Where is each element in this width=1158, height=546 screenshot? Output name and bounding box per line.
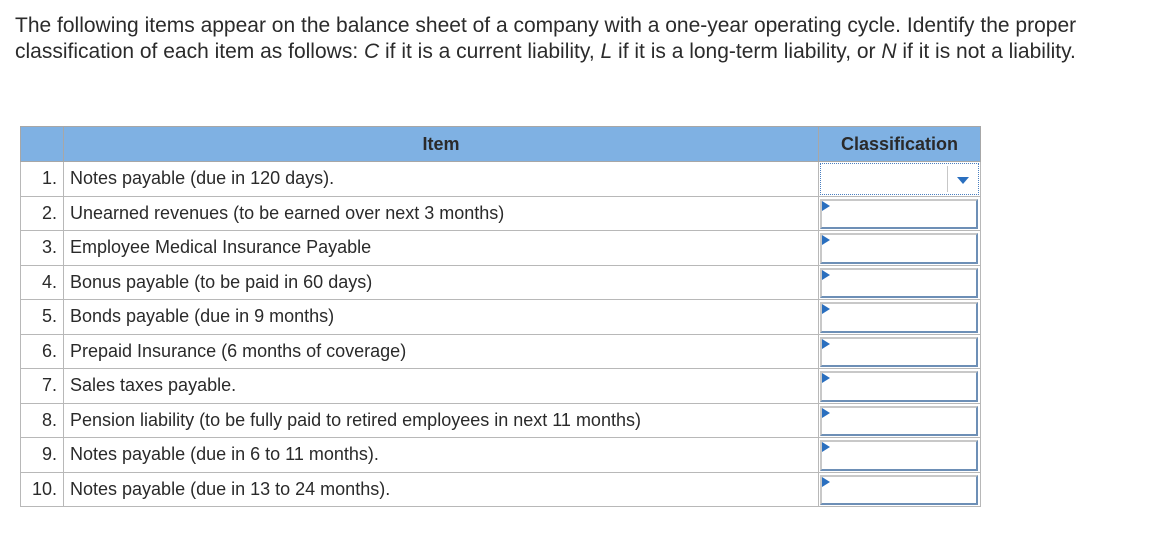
row-item-text: Prepaid Insurance (6 months of coverage) bbox=[64, 334, 819, 369]
table-row bbox=[21, 369, 981, 404]
row-number: 5. bbox=[21, 300, 64, 335]
classification-cell bbox=[819, 369, 981, 404]
row-item-text: Pension liability (to be fully paid to retired employees in next 11 months) bbox=[64, 403, 819, 438]
dropdown-divider bbox=[947, 166, 948, 192]
classification-select[interactable] bbox=[820, 199, 978, 230]
chevron-down-icon[interactable] bbox=[957, 177, 969, 184]
row-item-text: Bonus payable (to be paid in 60 days) bbox=[64, 265, 819, 300]
row-number: 3. bbox=[21, 231, 64, 266]
classification-select[interactable] bbox=[820, 163, 979, 195]
corner-marker-icon bbox=[822, 235, 830, 245]
classification-select[interactable] bbox=[820, 475, 978, 506]
prompt-text-3: if it is a long-term liability, or bbox=[612, 40, 882, 63]
corner-marker-icon bbox=[822, 339, 830, 349]
corner-marker-icon bbox=[822, 408, 830, 418]
prompt-text-4: if it is not a liability. bbox=[896, 40, 1076, 63]
classification-cell bbox=[819, 403, 981, 438]
row-number: 7. bbox=[21, 369, 64, 404]
classification-cell bbox=[819, 438, 981, 473]
classification-select[interactable] bbox=[820, 406, 978, 437]
code-current: C bbox=[363, 40, 380, 63]
row-number: 10. bbox=[21, 472, 64, 507]
row-item-text: Unearned revenues (to be earned over next 3 months) bbox=[64, 196, 819, 231]
corner-marker-icon bbox=[822, 477, 830, 487]
row-item-text: Notes payable (due in 120 days). bbox=[64, 162, 819, 197]
corner-marker-icon bbox=[822, 270, 830, 280]
table-row bbox=[21, 196, 981, 231]
row-item-text: Sales taxes payable. bbox=[64, 369, 819, 404]
classification-cell bbox=[819, 334, 981, 369]
prompt-text-1: The following items appear on the balance sheet of a company with a one-year operating cycle. Identify the proper classification of each item as follows: bbox=[15, 14, 1077, 63]
table-row bbox=[21, 231, 981, 266]
corner-marker-icon bbox=[822, 304, 830, 314]
table-row bbox=[21, 438, 981, 473]
prompt-text-2: if it is a current liability, bbox=[379, 40, 601, 63]
code-long-term: L bbox=[600, 40, 613, 63]
row-number: 9. bbox=[21, 438, 64, 473]
classification-select[interactable] bbox=[820, 302, 978, 333]
classification-cell bbox=[819, 231, 981, 266]
table-row bbox=[21, 300, 981, 335]
table-row bbox=[21, 162, 981, 197]
table-row bbox=[21, 334, 981, 369]
classification-cell bbox=[819, 162, 981, 197]
header-number bbox=[21, 127, 64, 162]
header-item: Item bbox=[64, 127, 819, 162]
corner-marker-icon bbox=[822, 201, 830, 211]
classification-select[interactable] bbox=[820, 268, 978, 299]
classification-cell bbox=[819, 300, 981, 335]
table-row bbox=[21, 472, 981, 507]
classification-select[interactable] bbox=[820, 337, 978, 368]
header-classification: Classification bbox=[819, 127, 981, 162]
classification-cell bbox=[819, 472, 981, 507]
row-item-text: Bonds payable (due in 9 months) bbox=[64, 300, 819, 335]
classification-select[interactable] bbox=[820, 371, 978, 402]
row-item-text: Employee Medical Insurance Payable bbox=[64, 231, 819, 266]
row-number: 2. bbox=[21, 196, 64, 231]
row-number: 6. bbox=[21, 334, 64, 369]
row-number: 4. bbox=[21, 265, 64, 300]
question-prompt bbox=[15, 13, 1135, 65]
classification-cell bbox=[819, 265, 981, 300]
corner-marker-icon bbox=[822, 442, 830, 452]
row-number: 8. bbox=[21, 403, 64, 438]
row-item-text: Notes payable (due in 13 to 24 months). bbox=[64, 472, 819, 507]
table-row bbox=[21, 265, 981, 300]
code-not-liability: N bbox=[881, 40, 897, 63]
row-number: 1. bbox=[21, 162, 64, 197]
table-row bbox=[21, 403, 981, 438]
classification-table bbox=[20, 126, 981, 507]
classification-select[interactable] bbox=[820, 440, 978, 471]
classification-cell bbox=[819, 196, 981, 231]
corner-marker-icon bbox=[822, 373, 830, 383]
table-header-row bbox=[21, 127, 981, 162]
classification-select[interactable] bbox=[820, 233, 978, 264]
row-item-text: Notes payable (due in 6 to 11 months). bbox=[64, 438, 819, 473]
